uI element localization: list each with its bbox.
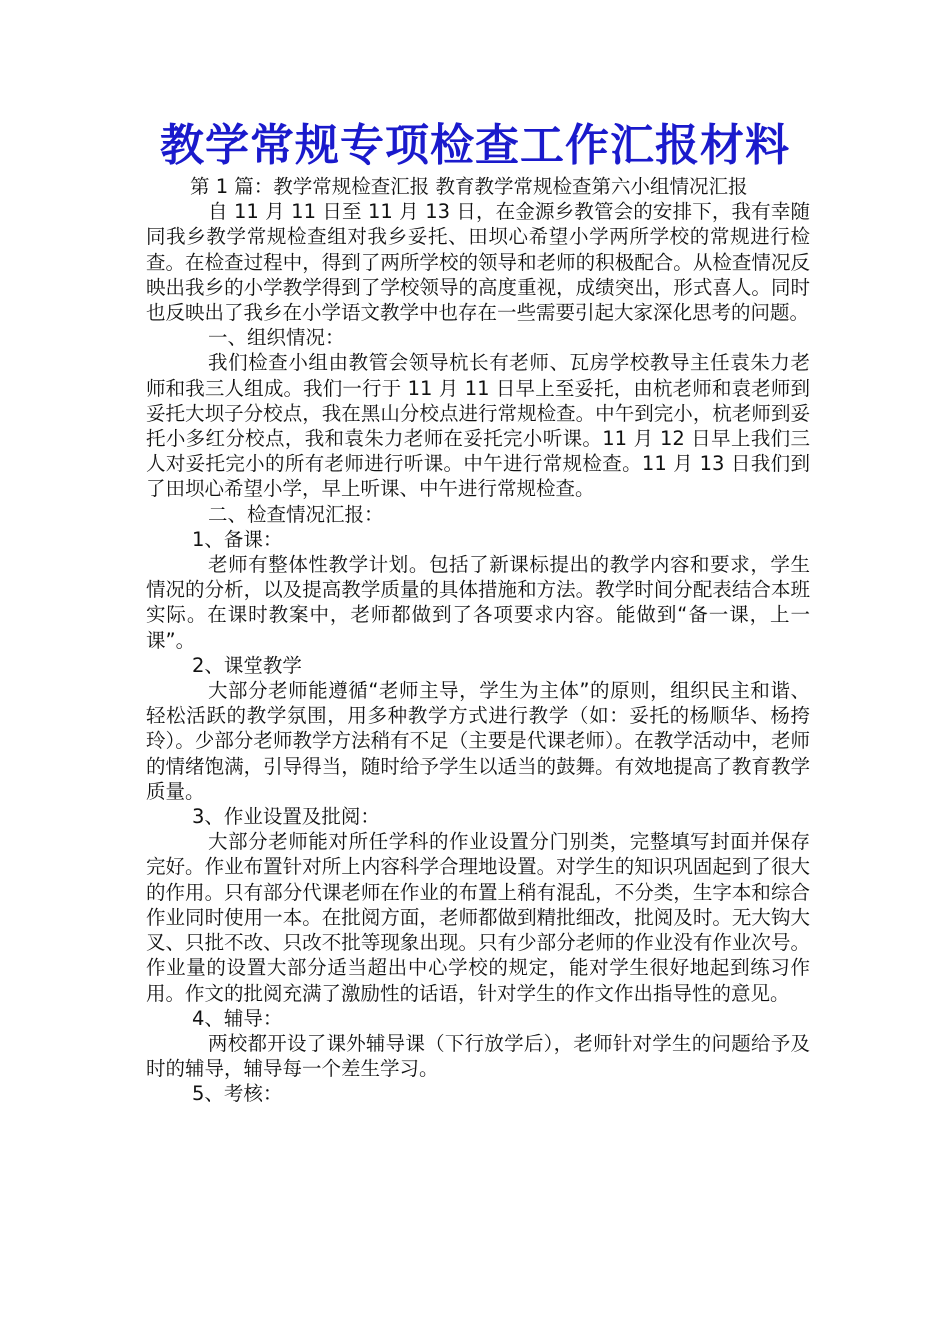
paragraph: 1、备课： <box>192 527 283 551</box>
paragraph: 大部分老师能对所任学科的作业设置分门别类，完整填写封面并保存完好。作业布置针对所上内容科学合理地设置。对学生的知识巩固起到了很大的作用。只有部分代课老师在作业的布置上稍有混乱，不分类，生字本和综合作业同时使用一本。在批阅方面，老师都做到精批细改，批阅及时。无大钩大叉、只批不改、只改不批等现象出现。只有少部分老师的作业没有作业次号。作业量的设置大部分适当超出中心学校的规定，能对学生很好地起到练习作用。作文的批阅充满了激励性的话语，针对学生的作文作出指导性的意见。 <box>146 830 810 1005</box>
paragraph: 二、检查情况汇报： <box>208 502 384 526</box>
document-body <box>146 174 810 1107</box>
paragraph: 老师有整体性教学计划。包括了新课标提出的教学内容和要求，学生情况的分析，以及提高教学质量的具体措施和方法。教学时间分配表结合本班实际。在课时教案中，老师都做到了各项要求内容。能做到“备一课，上一课”。 <box>146 553 810 652</box>
paragraph: 3、作业设置及批阅： <box>192 805 380 829</box>
document-subtitle: 第 1 篇：教学常规检查汇报 教育教学常规检查第六小组情况汇报 <box>190 175 748 198</box>
paragraph: 2、课堂教学 <box>192 653 302 677</box>
paragraph: 我们检查小组由教管会领导杭长有老师、瓦房学校教导主任袁朱力老师和我三人组成。我们一行于 11 月 11 日早上至妥托，由杭老师和袁老师到妥托大坝子分校点，我在黑山分校点进行常规检查。中午到完小，杭老师到妥托小多红分校点，我和袁朱力老师在妥托完小听课。11 月 12 日早上我们三人对妥托完小的所有老师进行听课。中午进行常规检查。11 月 13 日我们到了田坝心希望小学，早上听课、中午进行常规检查。 <box>146 351 810 501</box>
paragraph: 两校都开设了课外辅导课（下行放学后），老师针对学生的问题给予及时的辅导，辅导每一个差生学习。 <box>146 1031 810 1081</box>
document-title: 教学常规专项检查工作汇报材料 <box>160 120 790 171</box>
paragraph: 大部分老师能遵循“老师主导，学生为主体”的原则，组织民主和谐、轻松活跃的教学氛围，用多种教学方式进行教学（如：妥托的杨顺华、杨挎玲）。少部分老师教学方法稍有不足（主要是代课老师）。在教学活动中，老师的情绪饱满，引导得当，随时给予学生以适当的鼓舞。有效地提高了教育教学质量。 <box>146 679 810 803</box>
paragraph: 5、考核： <box>192 1082 283 1106</box>
paragraph-list <box>146 199 810 1106</box>
paragraph: 自 11 月 11 日至 11 月 13 日，在金源乡教管会的安排下，我有幸随同我乡教学常规检查组对我乡妥托、田坝心希望小学两所学校的常规进行检查。在检查过程中，得到了两所学校的领导和老师的积极配合。从检查情况反映出我乡的小学教学得到了学校领导的高度重视，成绩突出，形式喜人。同时也反映出了我乡在小学语文教学中也存在一些需要引起大家深化思考的问题。 <box>146 200 810 325</box>
paragraph: 4、辅导： <box>192 1006 283 1030</box>
paragraph: 一、组织情况： <box>208 326 345 350</box>
